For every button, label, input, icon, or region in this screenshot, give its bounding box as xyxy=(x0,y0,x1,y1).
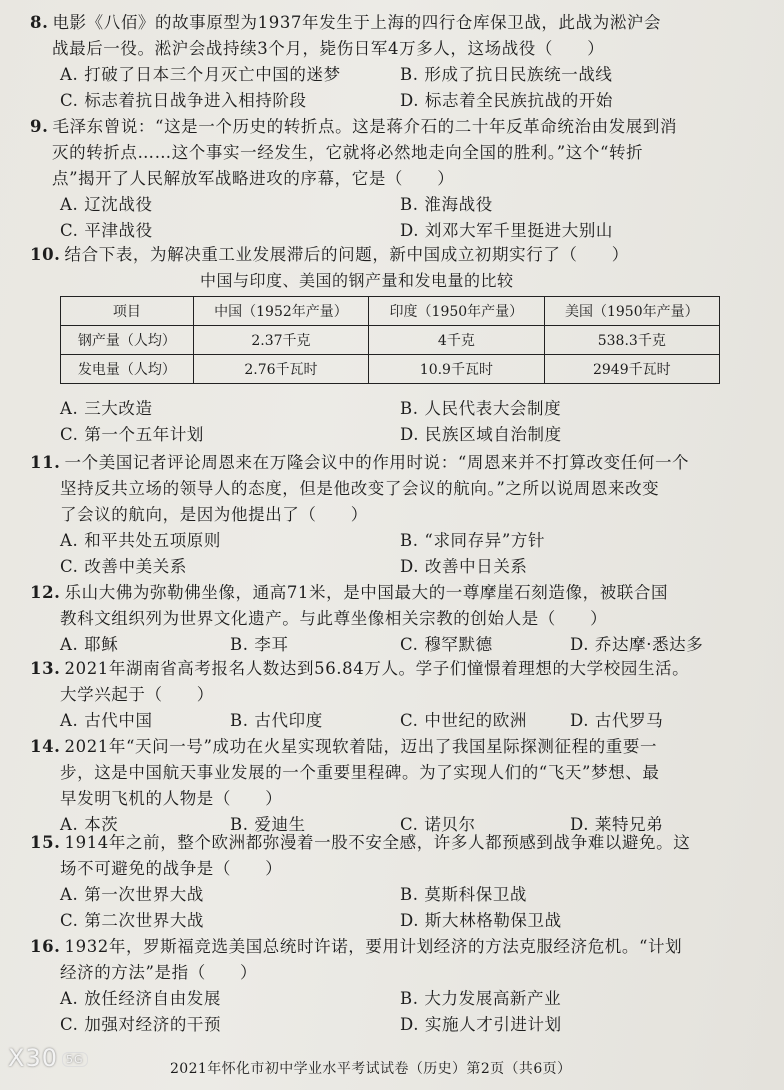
question-text: 电影《八佰》的故事原型为1937年发生于上海的四行仓库保卫战，此战为淞沪会 xyxy=(52,13,662,32)
option-a: A. 打破了日本三个月灭亡中国的迷梦 xyxy=(60,65,341,84)
question-text: 乐山大佛为弥勒佛坐像，通高71米，是中国最大的一尊摩崖石刻造像，被联合国 xyxy=(64,583,669,602)
option-a: A. 辽沈战役 xyxy=(60,195,153,214)
question-number: 11. xyxy=(30,453,61,472)
options-row xyxy=(30,882,735,908)
option-b: B. 李耳 xyxy=(230,635,289,654)
question-number: 9. xyxy=(30,117,49,136)
options-row xyxy=(30,192,735,218)
table-title: 中国与印度、美国的钢产量和发电量的比较 xyxy=(200,271,514,290)
option-c: C. 第二次世界大战 xyxy=(60,911,205,930)
question-text: 1914年之前，整个欧洲都弥漫着一股不安全感，许多人都预感到战争难以避免。这 xyxy=(64,833,691,852)
question-10-options xyxy=(30,396,735,448)
question-13 xyxy=(30,656,735,734)
question-number: 13. xyxy=(30,659,61,678)
option-b: B. 形成了抗日民族统一战线 xyxy=(400,65,613,84)
option-c: C. 诺贝尔 xyxy=(400,815,476,834)
option-c: C. 第一个五年计划 xyxy=(60,425,205,444)
table-cell: 4千克 xyxy=(369,326,544,355)
question-text: 灭的转折点……这个事实一经发生，它就将必然地走向全国的胜利。”这个“转折 xyxy=(52,143,644,162)
table-cell: 2.37千克 xyxy=(193,326,368,355)
question-text: 点”揭开了人民解放军战略进攻的序幕，它是（ ） xyxy=(52,169,455,188)
question-number: 15. xyxy=(30,833,61,852)
watermark-badge: 5G xyxy=(62,1052,88,1067)
option-d: D. 刘邓大军千里挺进大别山 xyxy=(400,221,614,240)
watermark-text: X30 xyxy=(8,1044,58,1072)
table-row xyxy=(61,355,720,384)
options-row xyxy=(30,396,735,422)
option-a: A. 放任经济自由发展 xyxy=(60,989,222,1008)
question-text: 经济的方法”是指（ ） xyxy=(60,963,258,982)
question-number: 12. xyxy=(30,583,61,602)
option-d: D. 标志着全民族抗战的开始 xyxy=(400,91,614,110)
option-d: D. 莱特兄弟 xyxy=(570,815,664,834)
option-b: B. 莫斯科保卫战 xyxy=(400,885,528,904)
question-text: 早发明飞机的人物是（ ） xyxy=(60,789,283,808)
table-header-cell: 印度（1950年产量） xyxy=(369,297,544,326)
table-header-cell: 美国（1950年产量） xyxy=(544,297,719,326)
option-d: D. 斯大林格勒保卫战 xyxy=(400,911,562,930)
option-a: A. 第一次世界大战 xyxy=(60,885,204,904)
options-row xyxy=(30,708,735,734)
option-a: A. 本茨 xyxy=(60,815,119,834)
table-header-cell: 项目 xyxy=(61,297,194,326)
options-row xyxy=(30,1012,735,1038)
table-cell: 2.76千瓦时 xyxy=(193,355,368,384)
question-text: 场不可避免的战争是（ ） xyxy=(60,859,283,878)
option-c: C. 改善中美关系 xyxy=(60,557,187,576)
table-header-row xyxy=(61,297,720,326)
question-number: 14. xyxy=(30,737,61,756)
question-number: 10. xyxy=(30,245,61,264)
table-cell: 538.3千克 xyxy=(544,326,719,355)
question-12 xyxy=(30,580,735,658)
question-10 xyxy=(30,242,735,268)
question-text: 毛泽东曾说：“这是一个历史的转折点。这是蒋介石的二十年反革命统治由发展到消 xyxy=(52,117,678,136)
option-c: C. 平津战役 xyxy=(60,221,153,240)
option-b: B. 大力发展高新产业 xyxy=(400,989,562,1008)
question-text: 1932年，罗斯福竞选美国总统时许诺，要用计划经济的方法克服经济危机。“计划 xyxy=(64,937,683,956)
options-row xyxy=(30,422,735,448)
page-footer: 2021年怀化市初中学业水平考试试卷（历史）第2页（共6页） xyxy=(170,1061,572,1077)
option-d: D. 乔达摩·悉达多 xyxy=(570,635,704,654)
table-cell: 发电量（人均） xyxy=(61,355,194,384)
question-9 xyxy=(30,114,735,244)
question-14 xyxy=(30,734,735,838)
question-text: 结合下表，为解决重工业发展滞后的问题，新中国成立初期实行了（ ） xyxy=(64,245,629,264)
question-text: 步，这是中国航天事业发展的一个重要里程碑。为了实现人们的“飞天”梦想、最 xyxy=(60,763,660,782)
question-text: 了会议的航向，是因为他提出了（ ） xyxy=(60,505,368,524)
table-cell: 10.9千瓦时 xyxy=(369,355,544,384)
option-a: A. 和平共处五项原则 xyxy=(60,531,222,550)
question-text: 教科文组织列为世界文化遗产。与此尊坐像相关宗教的创始人是（ ） xyxy=(60,609,608,628)
option-b: B. “求同存异”方针 xyxy=(400,531,546,550)
options-row xyxy=(30,528,735,554)
option-c: C. 加强对经济的干预 xyxy=(60,1015,222,1034)
option-b: B. 古代印度 xyxy=(230,711,323,730)
question-text: 战最后一役。淞沪会战持续3个月，毙伤日军4万多人，这场战役（ ） xyxy=(52,39,605,58)
question-number: 16. xyxy=(30,937,61,956)
table-row xyxy=(61,326,720,355)
table-cell: 2949千瓦时 xyxy=(544,355,719,384)
option-a: A. 耶稣 xyxy=(60,635,119,654)
option-b: B. 人民代表大会制度 xyxy=(400,399,562,418)
question-text: 坚持反共立场的领导人的态度，但是他改变了会议的航向。”之所以说周恩来改变 xyxy=(60,479,660,498)
options-row xyxy=(30,986,735,1012)
question-8 xyxy=(30,10,735,114)
camera-watermark xyxy=(8,1044,88,1072)
option-c: C. 标志着抗日战争进入相持阶段 xyxy=(60,91,307,110)
option-d: D. 改善中日关系 xyxy=(400,557,528,576)
options-row xyxy=(30,88,735,114)
question-text: 2021年湖南省高考报名人数达到56.84万人。学子们憧憬着理想的大学校园生活。 xyxy=(64,659,690,678)
table-cell: 钢产量（人均） xyxy=(61,326,194,355)
table-header-cell: 中国（1952年产量） xyxy=(193,297,368,326)
option-b: B. 淮海战役 xyxy=(400,195,493,214)
question-text: 一个美国记者评论周恩来在万隆会议中的作用时说：“周恩来并不打算改变任何一个 xyxy=(64,453,690,472)
option-c: C. 穆罕默德 xyxy=(400,635,493,654)
question-number: 8. xyxy=(30,13,49,32)
option-d: D. 民族区域自治制度 xyxy=(400,425,562,444)
question-16 xyxy=(30,934,735,1038)
options-row xyxy=(30,554,735,580)
question-11 xyxy=(30,450,735,580)
option-a: A. 三大改造 xyxy=(60,399,153,418)
option-d: D. 古代罗马 xyxy=(570,711,664,730)
option-b: B. 爱迪生 xyxy=(230,815,306,834)
option-a: A. 古代中国 xyxy=(60,711,153,730)
options-row xyxy=(30,218,735,244)
options-row xyxy=(30,62,735,88)
comparison-table xyxy=(60,296,720,384)
option-d: D. 实施人才引进计划 xyxy=(400,1015,562,1034)
options-row xyxy=(30,632,735,658)
question-text: 2021年“天问一号”成功在火星实现软着陆，迈出了我国星际探测征程的重要一 xyxy=(64,737,658,756)
question-15 xyxy=(30,830,735,934)
options-row xyxy=(30,908,735,934)
option-c: C. 中世纪的欧洲 xyxy=(400,711,527,730)
question-text: 大学兴起于（ ） xyxy=(60,685,214,704)
